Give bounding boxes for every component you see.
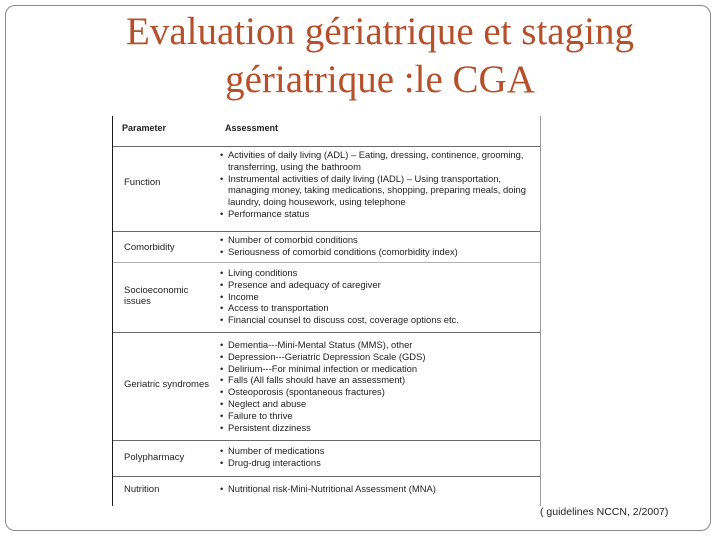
list-item: • Osteoporosis (spontaneous fractures) (220, 386, 536, 398)
list-item: • Number of medications (220, 445, 536, 457)
row-assessment-list (220, 445, 536, 469)
list-item: • Drug-drug interactions (220, 457, 536, 469)
table-row-geriatric-syndromes (113, 332, 540, 438)
table-row-polypharmacy (113, 440, 540, 474)
list-item: • Activities of daily living (ADL) – Eating, dressing, continence, grooming, transferring, using the bathroom (220, 149, 528, 173)
table-row-function (113, 146, 540, 231)
table-header (113, 116, 540, 146)
list-item: • Access to transportation (220, 302, 536, 314)
list-item: • Nutritional risk-Mini-Nutritional Assessment (MNA) (220, 483, 536, 495)
row-parameter: Function (124, 177, 161, 188)
list-item: • Falls (All falls should have an assessment) (220, 374, 536, 386)
list-item: • Presence and adequacy of caregiver (220, 279, 536, 291)
title-line-1: Evaluation gériatrique et staging (126, 10, 634, 53)
row-assessment-list (220, 339, 536, 433)
row-parameter: Nutrition (124, 484, 160, 495)
list-item: • Delirium---For minimal infection or medication (220, 363, 536, 375)
list-item: • Dementia---Mini-Mental Status (MMS), other (220, 339, 536, 351)
row-parameter: Comorbidity (124, 242, 175, 253)
table-row-nutrition (113, 476, 540, 506)
list-item: • Living conditions (220, 267, 536, 279)
header-parameter: Parameter (122, 123, 167, 133)
row-parameter: Socioeconomic issues (124, 285, 189, 307)
list-item: • Failure to thrive (220, 410, 536, 422)
row-assessment-list (220, 149, 536, 220)
row-assessment-list (220, 267, 536, 326)
title-line-2: gériatrique :le CGA (225, 58, 535, 101)
list-item: • Number of comorbid conditions (220, 234, 536, 246)
list-item: • Financial counsel to discuss cost, coverage options etc. (220, 314, 536, 326)
list-item: • Instrumental activities of daily living (IADL) – Using transportation, managing money, taking medications, shopping, preparing meals, doing laundry, doing housework, using telephone (220, 173, 538, 208)
list-item: • Income (220, 291, 536, 303)
slide-title (60, 8, 700, 104)
list-item: • Neglect and abuse (220, 398, 536, 410)
list-item: • Depression---Geriatric Depression Scale (GDS) (220, 351, 536, 363)
row-parameter: Polypharmacy (124, 452, 185, 463)
source-citation: ( guidelines NCCN, 2/2007) (540, 506, 669, 518)
list-item: • Performance status (220, 208, 536, 220)
header-assessment: Assessment (225, 123, 279, 133)
table-row-socioeconomic (113, 262, 540, 329)
list-item: • Persistent dizziness (220, 422, 536, 434)
row-assessment-list (220, 234, 536, 258)
cga-table (112, 116, 541, 506)
row-assessment-list (220, 483, 536, 495)
row-parameter: Geriatric syndromes (124, 379, 209, 390)
list-item: • Seriousness of comorbid conditions (comorbidity index) (220, 246, 536, 258)
